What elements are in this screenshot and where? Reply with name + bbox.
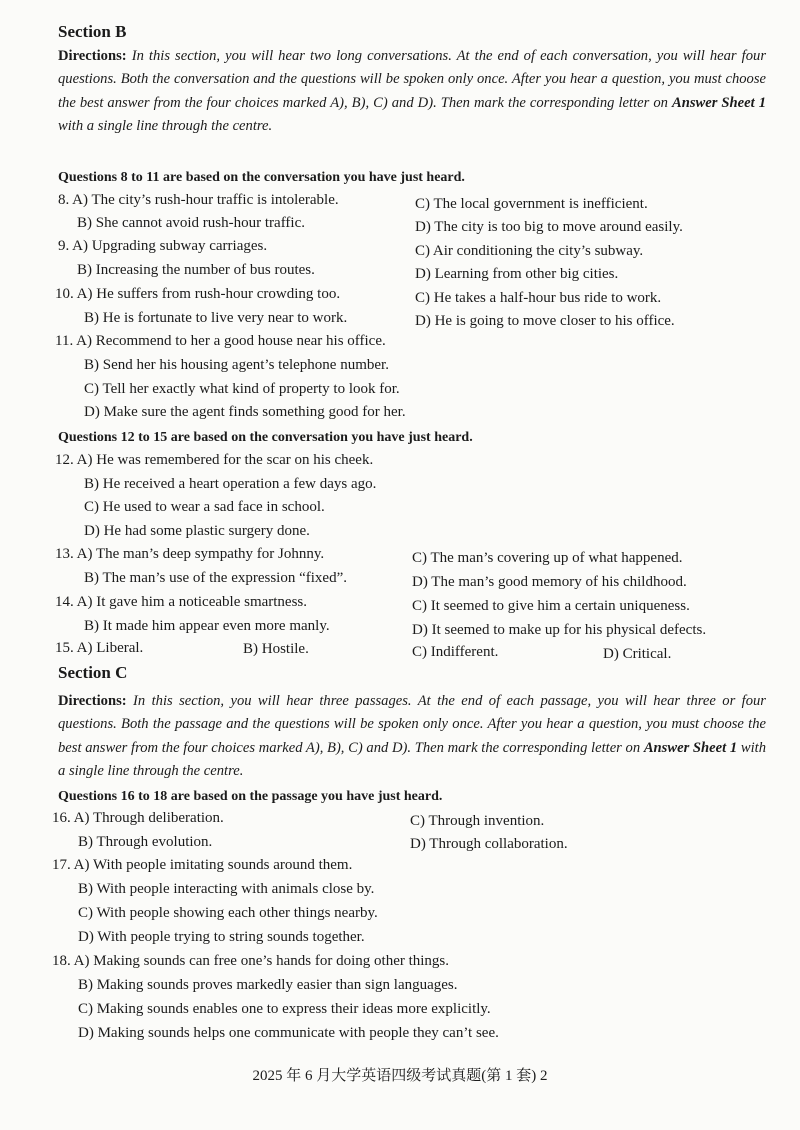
q11-option-b: B) Send her his housing agent’s telephone number. (84, 357, 389, 373)
q10-option-d: D) He is going to move closer to his office. (415, 313, 675, 329)
q15-option-d: D) Critical. (603, 646, 672, 662)
section-c-directions (58, 690, 766, 783)
q10-option-a: 10. A) He suffers from rush-hour crowding too. (55, 286, 341, 302)
q18-option-a: 18. A) Making sounds can free one’s hands for doing other things. (52, 953, 450, 969)
section-b-title: Section B (58, 22, 127, 41)
q9-option-a: 9. A) Upgrading subway carriages. (58, 238, 268, 254)
q12-option-b: B) He received a heart operation a few days ago. (84, 476, 377, 492)
q8-option-d: D) The city is too big to move around easily. (415, 219, 683, 235)
q16-option-b: B) Through evolution. (78, 834, 213, 850)
q12-option-d: D) He had some plastic surgery done. (84, 523, 310, 539)
q15-option-a: 15. A) Liberal. (55, 640, 144, 656)
q14-option-c: C) It seemed to give him a certain uniqueness. (412, 598, 690, 614)
section-b-directions (58, 45, 766, 138)
section-c-title: Section C (58, 663, 128, 682)
q18-option-d: D) Making sounds helps one communicate with people they can’t see. (78, 1025, 499, 1041)
q9-option-b: B) Increasing the number of bus routes. (77, 262, 315, 278)
q13-option-d: D) The man’s good memory of his childhood. (412, 574, 687, 590)
q10-option-c: C) He takes a half-hour bus ride to work. (415, 290, 662, 306)
q11-option-a: 11. A) Recommend to her a good house near his office. (55, 333, 386, 349)
q13-option-c: C) The man’s covering up of what happened. (412, 550, 683, 566)
question-group-heading: Questions 8 to 11 are based on the conversation you have just heard. (58, 170, 465, 185)
directions-label: Directions: (58, 48, 127, 64)
q14-option-a: 14. A) It gave him a noticeable smartness. (55, 594, 308, 610)
q13-option-a: 13. A) The man’s deep sympathy for Johnny. (55, 546, 325, 562)
q9-option-c: C) Air conditioning the city’s subway. (415, 243, 644, 259)
directions-text: In this section, you will hear three passages. At the end of each passage, you will hear three or four questions. Both the passage and the questions will be spoken only once. After you hear a question, you must choose the best answer from the four choices marked A), B), C) and D). Then mark the corresponding letter on (58, 693, 766, 756)
page-footer: 2025 年 6 月大学英语四级考试真题(第 1 套) 2 (252, 1068, 548, 1084)
q15-option-b: B) Hostile. (243, 641, 309, 657)
answer-sheet-ref: Answer Sheet 1 (671, 94, 766, 111)
q17-option-a: 17. A) With people imitating sounds around them. (52, 857, 353, 873)
q8-option-b: B) She cannot avoid rush-hour traffic. (77, 215, 305, 231)
directions-text-end: with a single line through the centre. (58, 117, 273, 134)
q18-option-c: C) Making sounds enables one to express their ideas more explicitly. (78, 1001, 491, 1017)
q13-option-b: B) The man’s use of the expression “fixed”. (84, 570, 347, 586)
q12-option-c: C) He used to wear a sad face in school. (84, 499, 325, 515)
directions-text-end: with a single line through the centre. (58, 739, 766, 779)
q18-option-b: B) Making sounds proves markedly easier than sign languages. (78, 977, 458, 993)
q16-option-d: D) Through collaboration. (410, 836, 568, 852)
question-group-heading: Questions 12 to 15 are based on the conversation you have just heard. (58, 430, 473, 445)
q12-option-a: 12. A) He was remembered for the scar on his cheek. (55, 452, 374, 468)
directions-text: In this section, you will hear two long conversations. At the end of each conversation, you will hear four questions. Both the conversation and the questions will be spoken only once. After you hear a question, you must choose the best answer from the four choices marked A), B), C) and D). Then mark the corresponding letter on (58, 48, 766, 111)
q8-option-a: 8. A) The city’s rush-hour traffic is intolerable. (58, 192, 339, 208)
q15-option-c: C) Indifferent. (412, 644, 499, 660)
question-group-heading: Questions 16 to 18 are based on the passage you have just heard. (58, 789, 443, 804)
q11-option-d: D) Make sure the agent finds something good for her. (84, 404, 406, 420)
q8-option-c: C) The local government is inefficient. (415, 196, 648, 212)
answer-sheet-ref: Answer Sheet 1 (643, 739, 738, 756)
q16-option-c: C) Through invention. (410, 813, 545, 829)
q16-option-a: 16. A) Through deliberation. (52, 810, 224, 826)
q17-option-d: D) With people trying to string sounds together. (78, 929, 365, 945)
q10-option-b: B) He is fortunate to live very near to work. (84, 310, 348, 326)
q14-option-b: B) It made him appear even more manly. (84, 618, 330, 634)
q14-option-d: D) It seemed to make up for his physical defects. (412, 622, 707, 638)
directions-label: Directions: (58, 693, 127, 709)
q11-option-c: C) Tell her exactly what kind of property to look for. (84, 381, 400, 397)
q17-option-c: C) With people showing each other things nearby. (78, 905, 378, 921)
q17-option-b: B) With people interacting with animals close by. (78, 881, 375, 897)
q9-option-d: D) Learning from other big cities. (415, 266, 619, 282)
